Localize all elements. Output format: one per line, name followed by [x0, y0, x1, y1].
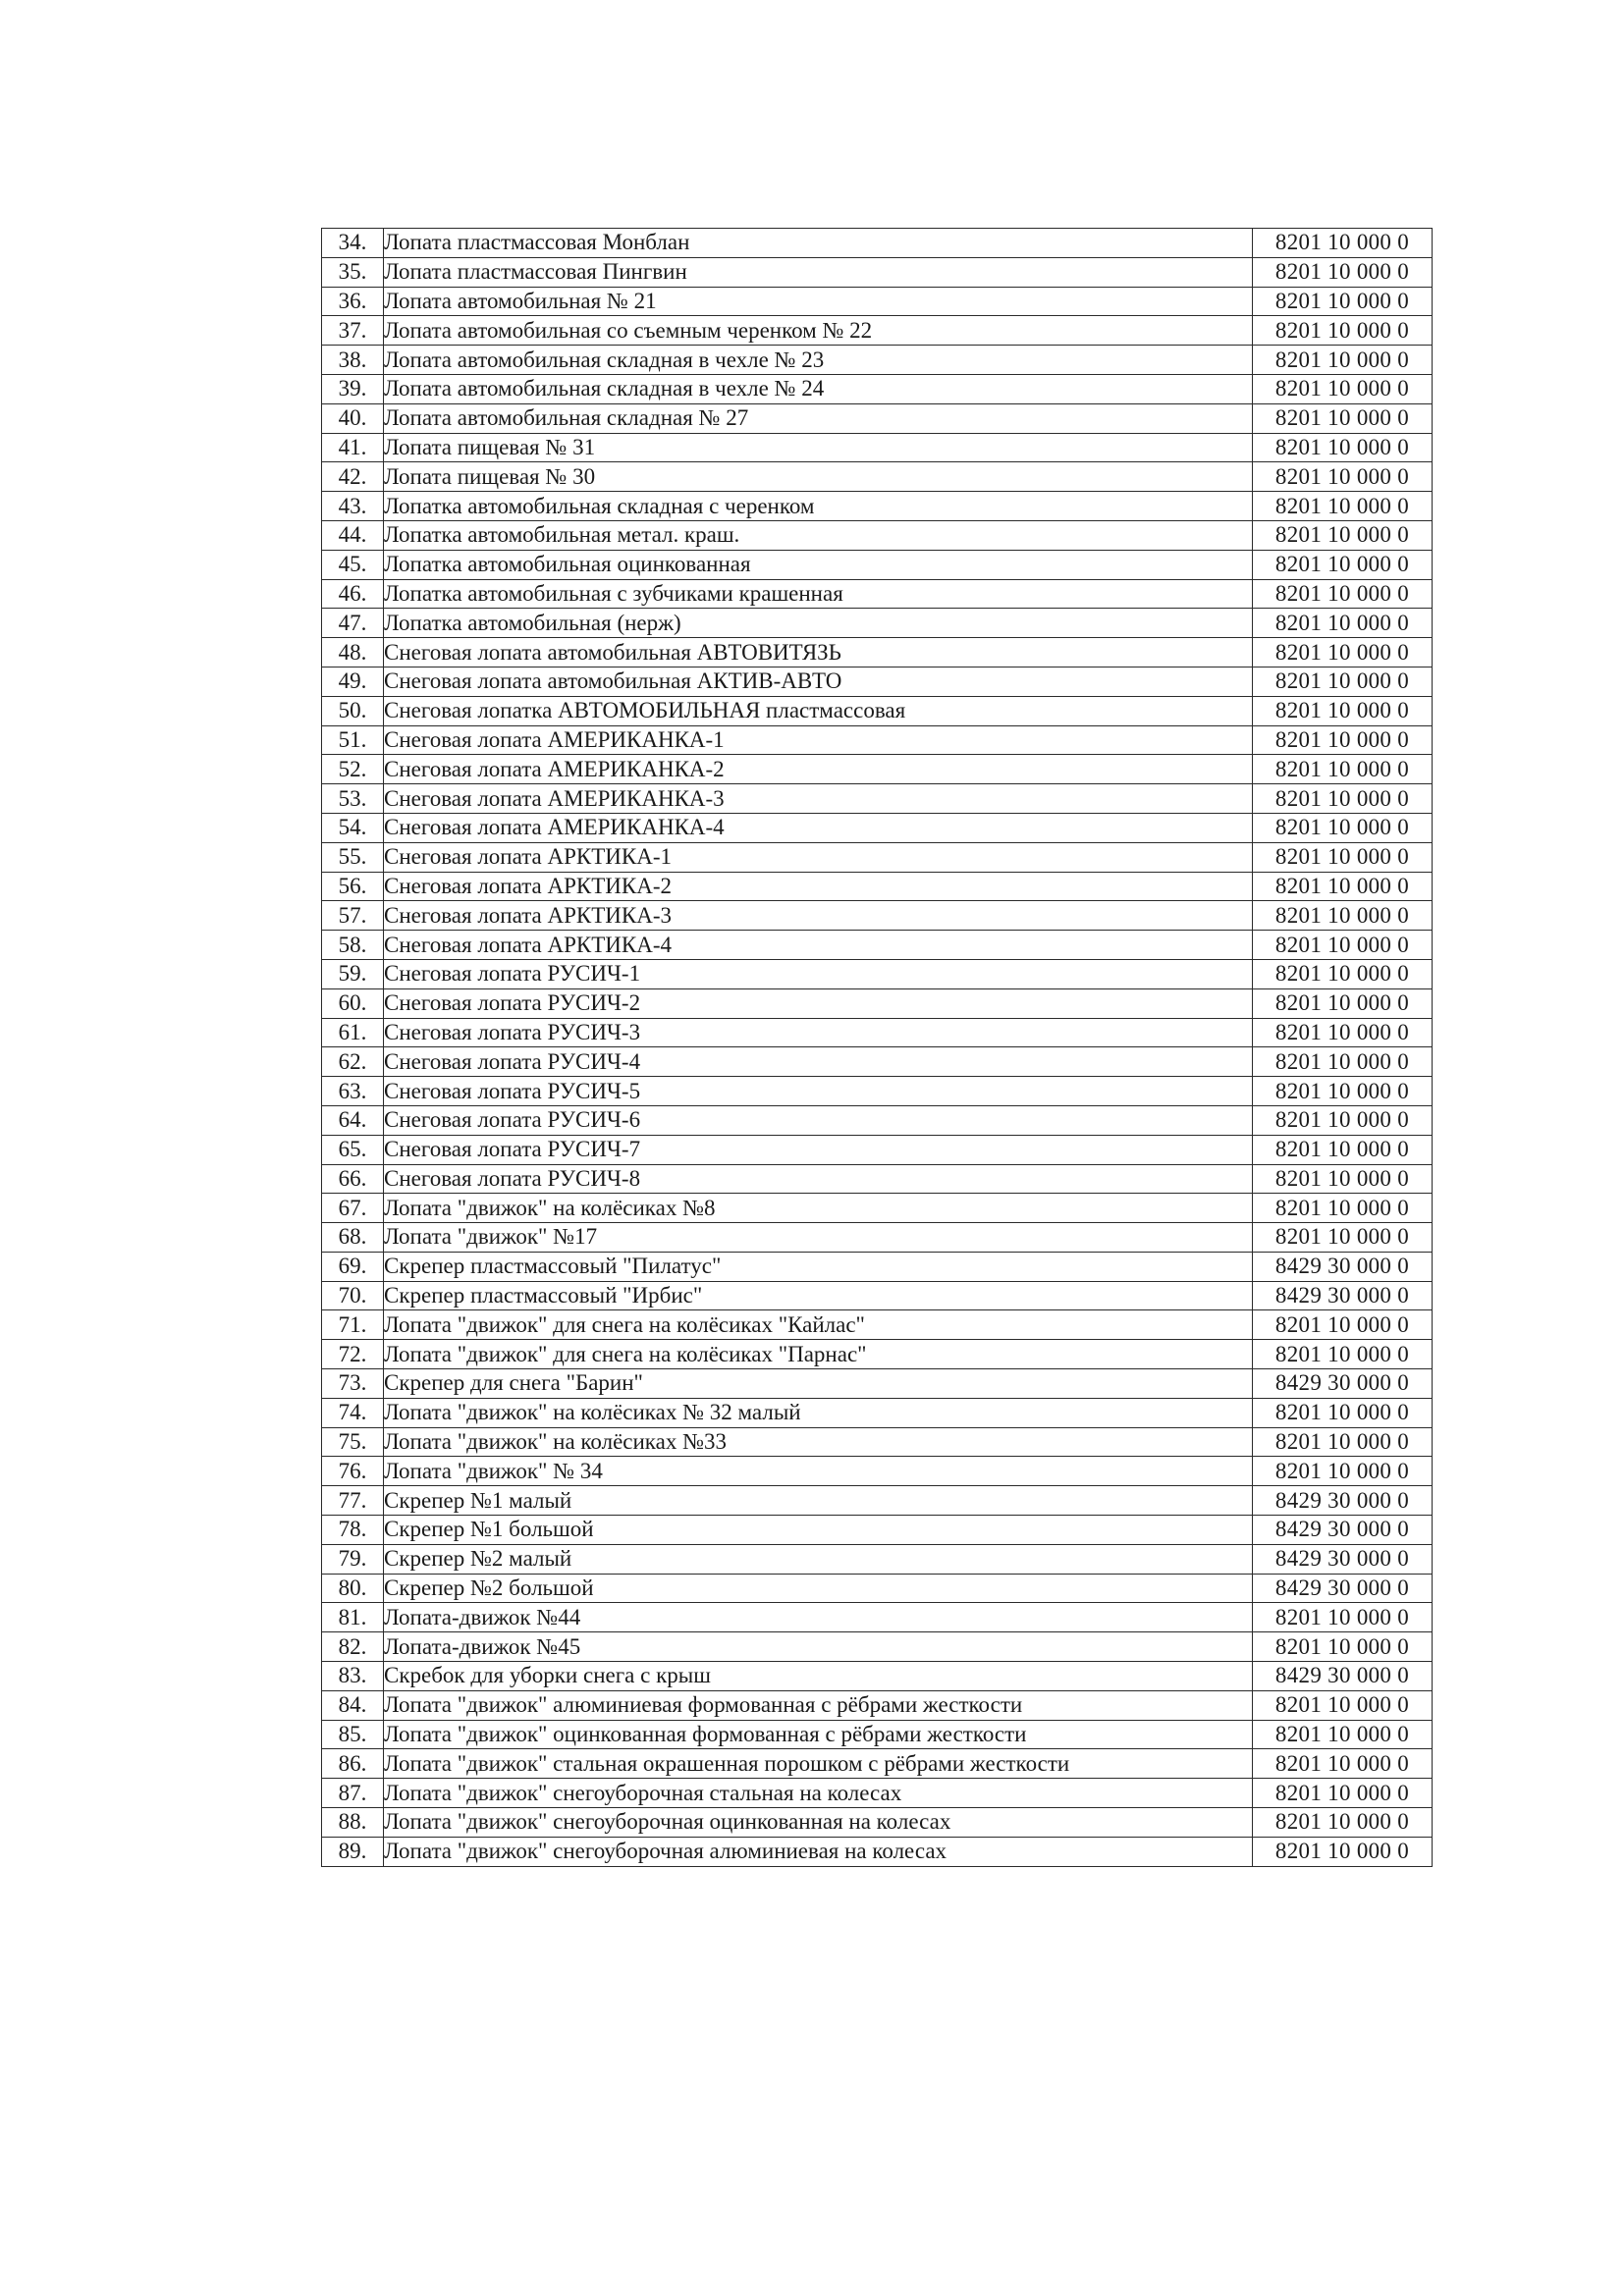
- item-name: Скрепер №2 малый: [384, 1544, 1253, 1574]
- item-name: Снеговая лопата АМЕРИКАНКА-4: [384, 813, 1253, 842]
- row-number: 66.: [322, 1164, 384, 1194]
- item-name: Скрепер пластмассовый "Пилатус": [384, 1252, 1253, 1281]
- item-name: Лопата "движок" на колёсиках №33: [384, 1427, 1253, 1457]
- table-row: [322, 872, 1433, 901]
- table-row: [322, 346, 1433, 375]
- row-number: 74.: [322, 1398, 384, 1427]
- tn-ved-code: 8429 30 000 0: [1253, 1516, 1433, 1545]
- table-row: [322, 287, 1433, 316]
- row-number: 89.: [322, 1837, 384, 1866]
- row-number: 87.: [322, 1779, 384, 1808]
- table-row: [322, 1135, 1433, 1164]
- item-name: Лопатка автомобильная метал. краш.: [384, 520, 1253, 550]
- table-row: [322, 257, 1433, 287]
- item-name: Снеговая лопата РУСИЧ-1: [384, 959, 1253, 988]
- item-name: Лопата автомобильная со съемным черенком № 22: [384, 316, 1253, 346]
- table-row: [322, 229, 1433, 258]
- row-number: 36.: [322, 287, 384, 316]
- tn-ved-code: 8201 10 000 0: [1253, 1779, 1433, 1808]
- tn-ved-code: 8201 10 000 0: [1253, 1077, 1433, 1106]
- tn-ved-code: 8201 10 000 0: [1253, 1690, 1433, 1720]
- items-table-body: [322, 229, 1433, 1867]
- table-row: [322, 1690, 1433, 1720]
- table-row: [322, 1544, 1433, 1574]
- tn-ved-code: 8201 10 000 0: [1253, 901, 1433, 931]
- table-row: [322, 1018, 1433, 1047]
- tn-ved-code: 8201 10 000 0: [1253, 755, 1433, 784]
- item-name: Лопата "движок" снегоуборочная алюминиевая на колесах: [384, 1837, 1253, 1866]
- row-number: 82.: [322, 1632, 384, 1662]
- table-row: [322, 1369, 1433, 1399]
- row-number: 69.: [322, 1252, 384, 1281]
- item-name: Лопата "движок" снегоуборочная стальная на колесах: [384, 1779, 1253, 1808]
- row-number: 76.: [322, 1457, 384, 1486]
- row-number: 43.: [322, 492, 384, 521]
- item-name: Лопата пластмассовая Пингвин: [384, 257, 1253, 287]
- item-name: Снеговая лопата РУСИЧ-4: [384, 1047, 1253, 1077]
- item-name: Снеговая лопата РУСИЧ-2: [384, 988, 1253, 1018]
- tn-ved-code: 8201 10 000 0: [1253, 462, 1433, 492]
- row-number: 50.: [322, 696, 384, 725]
- tn-ved-code: 8201 10 000 0: [1253, 403, 1433, 433]
- table-row: [322, 520, 1433, 550]
- row-number: 70.: [322, 1281, 384, 1310]
- item-name: Лопата автомобильная складная в чехле № 24: [384, 374, 1253, 403]
- row-number: 72.: [322, 1340, 384, 1369]
- table-row: [322, 316, 1433, 346]
- item-name: Снеговая лопата РУСИЧ-6: [384, 1105, 1253, 1135]
- item-name: Лопата "движок" снегоуборочная оцинкованная на колесах: [384, 1808, 1253, 1838]
- tn-ved-code: 8201 10 000 0: [1253, 229, 1433, 258]
- table-row: [322, 725, 1433, 755]
- table-row: [322, 1808, 1433, 1838]
- table-row: [322, 1662, 1433, 1691]
- table-row: [322, 755, 1433, 784]
- tn-ved-code: 8201 10 000 0: [1253, 579, 1433, 609]
- tn-ved-code: 8201 10 000 0: [1253, 609, 1433, 638]
- item-name: Лопата "движок" для снега на колёсиках "Парнас": [384, 1340, 1253, 1369]
- tn-ved-code: 8201 10 000 0: [1253, 1632, 1433, 1662]
- tn-ved-code: 8201 10 000 0: [1253, 696, 1433, 725]
- table-row: [322, 1223, 1433, 1253]
- tn-ved-code: 8201 10 000 0: [1253, 1808, 1433, 1838]
- row-number: 65.: [322, 1135, 384, 1164]
- row-number: 85.: [322, 1720, 384, 1749]
- row-number: 60.: [322, 988, 384, 1018]
- tn-ved-code: 8201 10 000 0: [1253, 725, 1433, 755]
- item-name: Снеговая лопата АРКТИКА-2: [384, 872, 1253, 901]
- item-name: Лопата пищевая № 31: [384, 433, 1253, 462]
- item-name: Скрепер для снега "Барин": [384, 1369, 1253, 1399]
- item-name: Лопата автомобильная складная в чехле № 23: [384, 346, 1253, 375]
- tn-ved-code: 8201 10 000 0: [1253, 1720, 1433, 1749]
- item-name: Снеговая лопата АРКТИКА-1: [384, 842, 1253, 872]
- table-row: [322, 609, 1433, 638]
- row-number: 41.: [322, 433, 384, 462]
- row-number: 86.: [322, 1749, 384, 1779]
- table-row: [322, 931, 1433, 960]
- item-name: Лопата-движок №44: [384, 1603, 1253, 1632]
- tn-ved-code: 8201 10 000 0: [1253, 550, 1433, 579]
- tn-ved-code: 8201 10 000 0: [1253, 638, 1433, 667]
- table-row: [322, 1105, 1433, 1135]
- tn-ved-code: 8201 10 000 0: [1253, 667, 1433, 696]
- row-number: 48.: [322, 638, 384, 667]
- item-name: Снеговая лопатка АВТОМОБИЛЬНАЯ пластмассовая: [384, 696, 1253, 725]
- item-name: Снеговая лопата АМЕРИКАНКА-2: [384, 755, 1253, 784]
- tn-ved-code: 8201 10 000 0: [1253, 1398, 1433, 1427]
- item-name: Лопата "движок" на колёсиках № 32 малый: [384, 1398, 1253, 1427]
- row-number: 49.: [322, 667, 384, 696]
- row-number: 52.: [322, 755, 384, 784]
- tn-ved-code: 8201 10 000 0: [1253, 1223, 1433, 1253]
- row-number: 64.: [322, 1105, 384, 1135]
- tn-ved-code: 8201 10 000 0: [1253, 346, 1433, 375]
- tn-ved-code: 8201 10 000 0: [1253, 988, 1433, 1018]
- table-row: [322, 784, 1433, 814]
- row-number: 57.: [322, 901, 384, 931]
- row-number: 54.: [322, 813, 384, 842]
- row-number: 37.: [322, 316, 384, 346]
- item-name: Снеговая лопата АМЕРИКАНКА-3: [384, 784, 1253, 814]
- item-name: Лопата-движок №45: [384, 1632, 1253, 1662]
- table-row: [322, 462, 1433, 492]
- table-row: [322, 1427, 1433, 1457]
- row-number: 62.: [322, 1047, 384, 1077]
- item-name: Скрепер №1 малый: [384, 1486, 1253, 1516]
- row-number: 35.: [322, 257, 384, 287]
- item-name: Снеговая лопата РУСИЧ-3: [384, 1018, 1253, 1047]
- row-number: 42.: [322, 462, 384, 492]
- row-number: 88.: [322, 1808, 384, 1838]
- tn-ved-code: 8201 10 000 0: [1253, 842, 1433, 872]
- tn-ved-code: 8201 10 000 0: [1253, 492, 1433, 521]
- tn-ved-code: 8201 10 000 0: [1253, 1340, 1433, 1369]
- tn-ved-code: 8201 10 000 0: [1253, 433, 1433, 462]
- tn-ved-code: 8201 10 000 0: [1253, 1457, 1433, 1486]
- tn-ved-code: 8201 10 000 0: [1253, 872, 1433, 901]
- row-number: 55.: [322, 842, 384, 872]
- tn-ved-code: 8201 10 000 0: [1253, 1135, 1433, 1164]
- row-number: 78.: [322, 1516, 384, 1545]
- tn-ved-code: 8201 10 000 0: [1253, 316, 1433, 346]
- row-number: 58.: [322, 931, 384, 960]
- tn-ved-code: 8201 10 000 0: [1253, 287, 1433, 316]
- item-name: Лопата "движок" №17: [384, 1223, 1253, 1253]
- row-number: 56.: [322, 872, 384, 901]
- item-name: Лопата автомобильная складная № 27: [384, 403, 1253, 433]
- tn-ved-code: 8201 10 000 0: [1253, 1427, 1433, 1457]
- row-number: 46.: [322, 579, 384, 609]
- table-row: [322, 1457, 1433, 1486]
- table-row: [322, 1047, 1433, 1077]
- item-name: Лопата "движок" на колёсиках №8: [384, 1194, 1253, 1223]
- row-number: 34.: [322, 229, 384, 258]
- item-name: Лопатка автомобильная с зубчиками крашенная: [384, 579, 1253, 609]
- table-row: [322, 1632, 1433, 1662]
- row-number: 79.: [322, 1544, 384, 1574]
- row-number: 77.: [322, 1486, 384, 1516]
- row-number: 38.: [322, 346, 384, 375]
- row-number: 44.: [322, 520, 384, 550]
- tn-ved-code: 8201 10 000 0: [1253, 1837, 1433, 1866]
- items-table: [321, 228, 1433, 1867]
- table-row: [322, 1398, 1433, 1427]
- row-number: 45.: [322, 550, 384, 579]
- tn-ved-code: 8201 10 000 0: [1253, 1018, 1433, 1047]
- row-number: 61.: [322, 1018, 384, 1047]
- table-row: [322, 1194, 1433, 1223]
- item-name: Лопата "движок" стальная окрашенная порошком с рёбрами жесткости: [384, 1749, 1253, 1779]
- table-row: [322, 374, 1433, 403]
- item-name: Лопата "движок" алюминиевая формованная с рёбрами жесткости: [384, 1690, 1253, 1720]
- table-row: [322, 988, 1433, 1018]
- table-row: [322, 1077, 1433, 1106]
- tn-ved-code: 8201 10 000 0: [1253, 959, 1433, 988]
- tn-ved-code: 8201 10 000 0: [1253, 931, 1433, 960]
- table-row: [322, 813, 1433, 842]
- tn-ved-code: 8201 10 000 0: [1253, 784, 1433, 814]
- table-row: [322, 959, 1433, 988]
- row-number: 81.: [322, 1603, 384, 1632]
- table-row: [322, 403, 1433, 433]
- item-name: Лопата "движок" для снега на колёсиках "Кайлас": [384, 1310, 1253, 1340]
- row-number: 59.: [322, 959, 384, 988]
- tn-ved-code: 8201 10 000 0: [1253, 1105, 1433, 1135]
- row-number: 51.: [322, 725, 384, 755]
- table-row: [322, 492, 1433, 521]
- table-row: [322, 1837, 1433, 1866]
- item-name: Снеговая лопата АМЕРИКАНКА-1: [384, 725, 1253, 755]
- item-name: Лопатка автомобильная (нерж): [384, 609, 1253, 638]
- item-name: Скребок для уборки снега с крыш: [384, 1662, 1253, 1691]
- item-name: Скрепер №2 большой: [384, 1574, 1253, 1603]
- row-number: 47.: [322, 609, 384, 638]
- item-name: Лопата автомобильная № 21: [384, 287, 1253, 316]
- item-name: Снеговая лопата РУСИЧ-8: [384, 1164, 1253, 1194]
- table-row: [322, 1749, 1433, 1779]
- item-name: Скрепер пластмассовый "Ирбис": [384, 1281, 1253, 1310]
- table-row: [322, 1281, 1433, 1310]
- tn-ved-code: 8201 10 000 0: [1253, 813, 1433, 842]
- table-row: [322, 1720, 1433, 1749]
- table-row: [322, 901, 1433, 931]
- row-number: 53.: [322, 784, 384, 814]
- item-name: Лопата пищевая № 30: [384, 462, 1253, 492]
- table-row: [322, 579, 1433, 609]
- tn-ved-code: 8429 30 000 0: [1253, 1662, 1433, 1691]
- item-name: Снеговая лопата автомобильная АКТИВ-АВТО: [384, 667, 1253, 696]
- table-row: [322, 638, 1433, 667]
- tn-ved-code: 8201 10 000 0: [1253, 1047, 1433, 1077]
- table-row: [322, 1486, 1433, 1516]
- table-row: [322, 842, 1433, 872]
- item-name: Снеговая лопата автомобильная АВТОВИТЯЗЬ: [384, 638, 1253, 667]
- item-name: Скрепер №1 большой: [384, 1516, 1253, 1545]
- row-number: 71.: [322, 1310, 384, 1340]
- row-number: 73.: [322, 1369, 384, 1399]
- table-row: [322, 1574, 1433, 1603]
- row-number: 83.: [322, 1662, 384, 1691]
- tn-ved-code: 8429 30 000 0: [1253, 1544, 1433, 1574]
- row-number: 80.: [322, 1574, 384, 1603]
- table-row: [322, 1779, 1433, 1808]
- table-row: [322, 1164, 1433, 1194]
- item-name: Снеговая лопата АРКТИКА-3: [384, 901, 1253, 931]
- table-row: [322, 1310, 1433, 1340]
- tn-ved-code: 8201 10 000 0: [1253, 374, 1433, 403]
- tn-ved-code: 8429 30 000 0: [1253, 1281, 1433, 1310]
- row-number: 40.: [322, 403, 384, 433]
- row-number: 68.: [322, 1223, 384, 1253]
- item-name: Лопата "движок" оцинкованная формованная с рёбрами жесткости: [384, 1720, 1253, 1749]
- item-name: Лопатка автомобильная оцинкованная: [384, 550, 1253, 579]
- tn-ved-code: 8429 30 000 0: [1253, 1486, 1433, 1516]
- table-row: [322, 696, 1433, 725]
- row-number: 39.: [322, 374, 384, 403]
- tn-ved-code: 8201 10 000 0: [1253, 1603, 1433, 1632]
- table-row: [322, 1340, 1433, 1369]
- item-name: Снеговая лопата РУСИЧ-7: [384, 1135, 1253, 1164]
- tn-ved-code: 8429 30 000 0: [1253, 1369, 1433, 1399]
- tn-ved-code: 8201 10 000 0: [1253, 520, 1433, 550]
- row-number: 84.: [322, 1690, 384, 1720]
- tn-ved-code: 8429 30 000 0: [1253, 1574, 1433, 1603]
- item-name: Лопата "движок" № 34: [384, 1457, 1253, 1486]
- table-row: [322, 1516, 1433, 1545]
- row-number: 63.: [322, 1077, 384, 1106]
- item-name: Снеговая лопата АРКТИКА-4: [384, 931, 1253, 960]
- table-row: [322, 433, 1433, 462]
- item-name: Лопатка автомобильная складная с черенком: [384, 492, 1253, 521]
- tn-ved-code: 8429 30 000 0: [1253, 1252, 1433, 1281]
- item-name: Снеговая лопата РУСИЧ-5: [384, 1077, 1253, 1106]
- row-number: 67.: [322, 1194, 384, 1223]
- table-row: [322, 550, 1433, 579]
- tn-ved-code: 8201 10 000 0: [1253, 1164, 1433, 1194]
- tn-ved-code: 8201 10 000 0: [1253, 1310, 1433, 1340]
- row-number: 75.: [322, 1427, 384, 1457]
- table-row: [322, 667, 1433, 696]
- tn-ved-code: 8201 10 000 0: [1253, 1749, 1433, 1779]
- tn-ved-code: 8201 10 000 0: [1253, 1194, 1433, 1223]
- item-name: Лопата пластмассовая Монблан: [384, 229, 1253, 258]
- table-row: [322, 1252, 1433, 1281]
- table-row: [322, 1603, 1433, 1632]
- tn-ved-code: 8201 10 000 0: [1253, 257, 1433, 287]
